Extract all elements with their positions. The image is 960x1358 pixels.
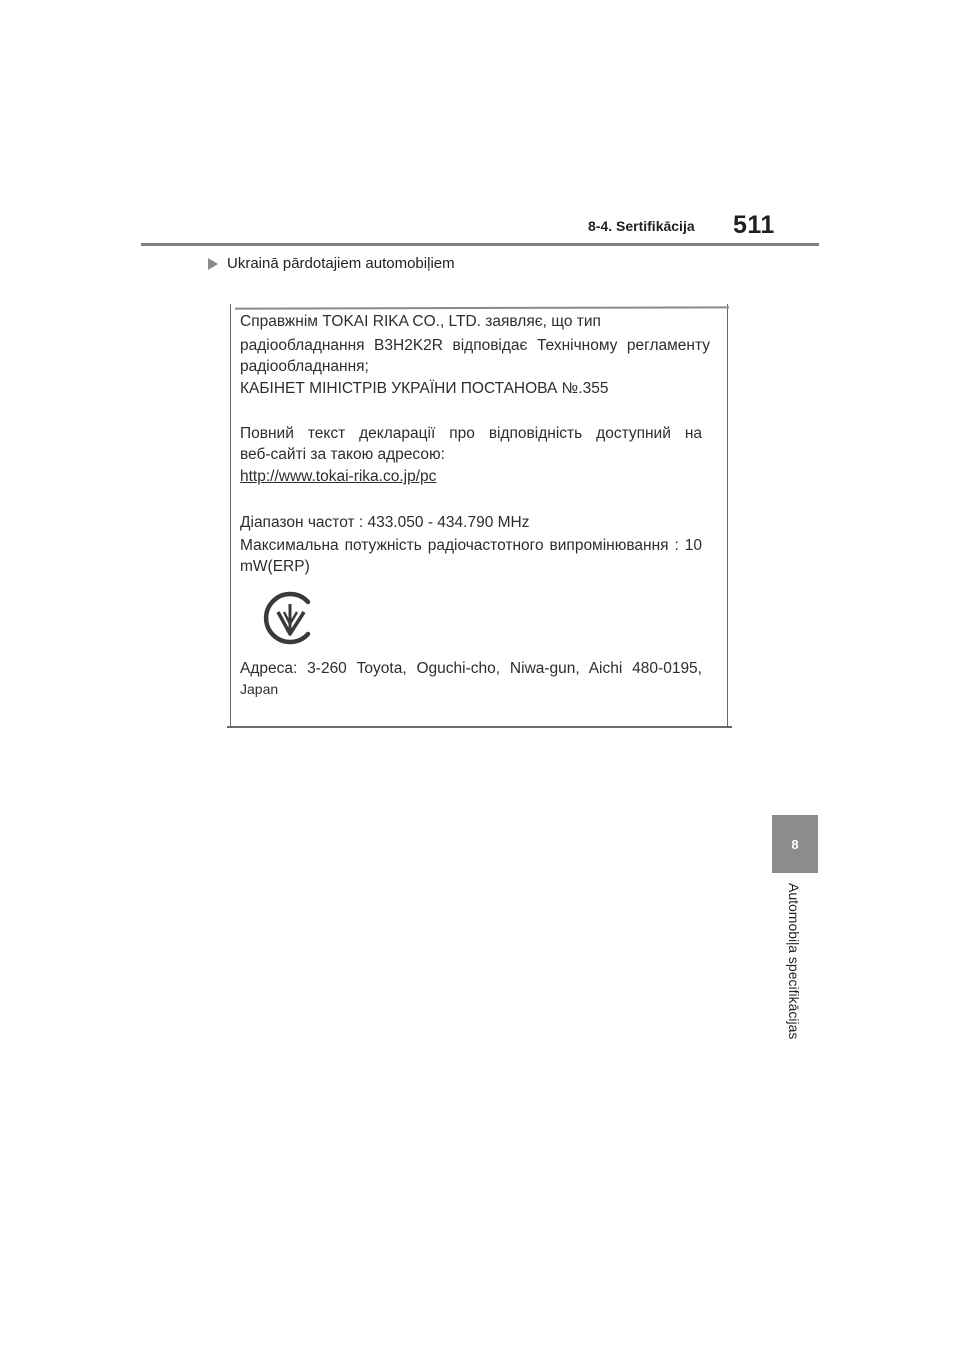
section-title: 8-4. Sertifikācija: [588, 218, 695, 234]
address-country: Japan: [240, 681, 279, 697]
declaration-line: КАБІНЕТ МІНІСТРІВ УКРАЇНИ ПОСТАНОВА №.355: [240, 380, 609, 397]
page-number: 511: [733, 211, 775, 239]
triangle-bullet-icon: [208, 258, 218, 270]
subheading-text: Ukrainā pārdotajiem automobiļiem: [227, 255, 455, 272]
declaration-line: Повний текст декларації про відповідність доступний на: [240, 425, 702, 442]
declaration-box-bottom-border: [227, 726, 732, 728]
chapter-label: Automobiļa specifikācijas: [786, 883, 802, 1040]
declaration-link[interactable]: http://www.tokai-rika.co.jp/pc: [240, 468, 437, 485]
header-divider: [141, 243, 819, 246]
declaration-line: Справжнім TOKAI RIKA CO., LTD. заявляє, що тип: [240, 313, 601, 330]
subheading: [208, 255, 455, 272]
declaration-line: веб-сайті за такою адресою:: [240, 446, 445, 463]
ukrainian-conformity-mark-icon: [262, 590, 318, 646]
declaration-line: радіообладнання B3H2K2R відповідає Технічному регламенту: [240, 337, 710, 354]
chapter-tab: 8: [772, 815, 818, 873]
max-power: Максимальна потужність радіочастотного випромінювання : 10: [240, 537, 702, 554]
frequency-range: Діапазон частот : 433.050 - 434.790 MHz: [240, 514, 530, 531]
declaration-line: радіообладнання;: [240, 358, 369, 375]
address-line: Адреса: 3-260 Toyota, Oguchi-cho, Niwa-gun, Aichi 480-0195,: [240, 660, 702, 677]
max-power-unit: mW(ERP): [240, 558, 310, 575]
